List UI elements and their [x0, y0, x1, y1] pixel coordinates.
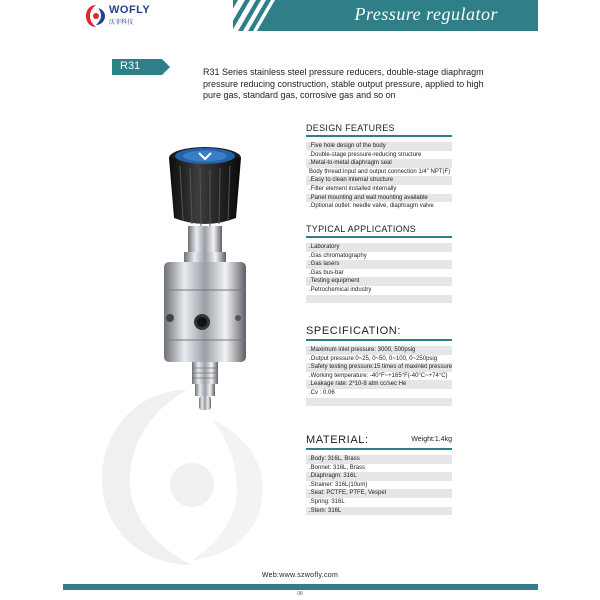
list-item: .Optional outlet: needle valve, diaphragm valve: [309, 203, 434, 210]
design-features-list: [306, 142, 452, 211]
design-features-section: [306, 123, 452, 211]
section-divider: [306, 135, 452, 137]
section-divider: [306, 236, 452, 238]
typical-applications-list: [306, 243, 452, 303]
logo-text: WOFLY: [109, 4, 151, 16]
intro-text: R31 Series stainless steel pressure reducers, double-stage diaphragm pressure reducing construction, stable output pressure, applied to high pure gas, standard gas, corrosive gas and so on: [203, 67, 484, 100]
weight-label: Weight:1.4kg: [411, 436, 452, 443]
list-item: .Stem: 316L: [306, 507, 452, 516]
list-item: .Five hole design of the body: [306, 142, 452, 151]
typical-applications-section: [306, 224, 452, 303]
list-item: .Working temperature: -40°F~+165°F(-40°C~+74°C): [309, 372, 448, 379]
model-label: R31: [120, 60, 141, 72]
list-item: .Easy to clean internal structure: [306, 176, 452, 185]
list-item: .Maximum inlet pressure: 3000, 500psig: [306, 346, 452, 355]
list-item: .Metal-to-metal diaphragm seal: [306, 159, 452, 168]
watermark-swirl-decoration: [92, 380, 282, 570]
list-item: .Gas lasers: [306, 260, 452, 269]
list-item: .Laboratory: [306, 243, 452, 252]
list-item: .Filter element installed internally: [309, 185, 397, 192]
footer-website: Web:www.szwofly.com: [261, 572, 339, 579]
list-item: .Cv : 0.06: [309, 389, 335, 396]
page-title: Pressure regulator: [354, 4, 498, 24]
company-logo: [85, 3, 155, 29]
list-item: .Body: 316L, Brass: [306, 455, 452, 464]
list-item: .Seat: PCTFE, PTFE, Vespel: [306, 489, 452, 498]
logo-subtext: 沃菲科技: [109, 20, 134, 26]
material-title: MATERIAL:: [306, 434, 369, 446]
list-item: .Petrochemical industry: [309, 286, 372, 293]
pressure-regulator-image: [150, 140, 260, 420]
specification-title: SPECIFICATION:: [306, 325, 401, 337]
list-item: .Leakage rate: 2*10-8 atm cc/sec He: [306, 380, 452, 389]
material-list: [306, 455, 452, 515]
list-item: .Output pressure:0~25, 0~50, 0~100, 0~250psig: [309, 355, 438, 362]
list-item: .Strainer: 316L(10um): [309, 481, 368, 488]
section-divider: [306, 339, 452, 341]
list-item: .Diaphragm: 316L: [306, 472, 452, 481]
footer-band: [63, 584, 538, 590]
list-item-blank: [306, 295, 452, 304]
model-tag: [112, 59, 170, 75]
section-divider: [306, 448, 452, 450]
wofly-logo-icon: [85, 4, 107, 28]
list-item: .Safety testing pressure:15 times of maxinlet pressure: [306, 363, 452, 372]
list-item: .Panel mounting and wall mounting available: [306, 194, 452, 203]
list-item: .Testing equipment: [306, 277, 452, 286]
list-item: .Double-stage pressure-reducing structure: [309, 151, 422, 158]
list-item: .Bonnet: 316L, Brass: [309, 464, 366, 471]
list-item: Body thread:input and output connection 1/4" NPT(F): [309, 168, 451, 175]
material-section: [306, 434, 452, 515]
typical-applications-title: TYPICAL APPLICATIONS: [306, 224, 417, 234]
page-number: 06: [297, 591, 303, 597]
header-stripes-decoration: [211, 0, 331, 31]
list-item: .Spring: 316L: [309, 498, 345, 505]
design-features-title: DESIGN FEATURES: [306, 123, 395, 133]
list-item: .Gas chromatography: [309, 252, 367, 259]
specification-list: [306, 346, 452, 406]
list-item: .Gas bus-bar: [309, 269, 344, 276]
specification-section: [306, 325, 452, 406]
list-item-blank: [306, 398, 452, 407]
